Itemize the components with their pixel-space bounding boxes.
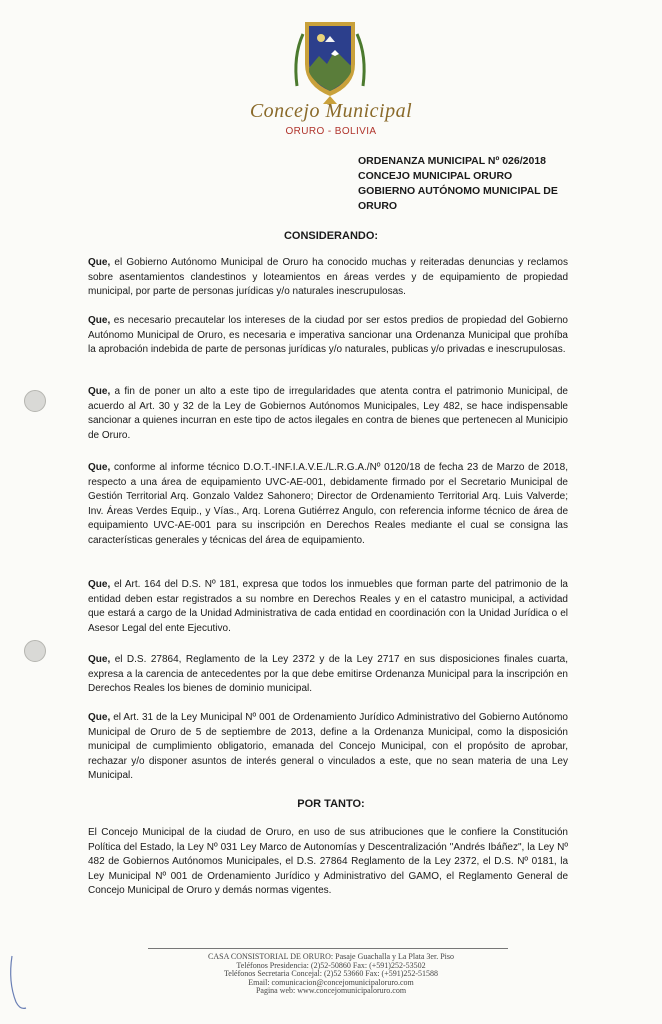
paragraph-text: conforme al informe técnico D.O.T.-INF.I.A.V.E./L.R.G.A./Nº 0120/18 de fecha 23 de Marzo de 2018, respecto a una área de equipamiento UVC-AE-001, debidamente firmado por el Secretario Municipal de Gestión Territorial Arq. Gonzalo Valdez Sahonero; Director de Ordenamiento Territorial Arq. Luis Valverde; Inv. Áreas Verdes Equip., y Vías., Arq. Lorena Gutiérrez Angulo, con referencia informe técnico de área de equipamiento UVC-AE-001 para su inscripción en Derechos Reales mediante el cual se consigna las características generales y técnicas del área de equipamiento. [88, 462, 568, 546]
footer-line: Teléfonos Secretaria Concejal: (2)52 53660 Fax: (+591)252-51588 [223, 969, 439, 979]
por-tanto-heading: POR TANTO: [297, 798, 365, 810]
footer-line: Email: comunicacion@concejomunicipaloruro.com [248, 977, 414, 987]
considerando-paragraph [88, 461, 568, 549]
paragraph-text: el Gobierno Autónomo Municipal de Oruro ha conocido muchas y reiteradas denuncias y reclamos sobre asentamientos clandestinos y loteamientos en áreas verdes y de equipamiento de propiedad municipal, por parte de personas jurídicas y/o naturales inescrupulosas. [88, 257, 568, 298]
reference-line: ORDENANZA MUNICIPAL Nº 026/2018 [358, 155, 547, 167]
reference-line: GOBIERNO AUTÓNOMO MUNICIPAL DE [358, 185, 558, 197]
paragraph-text: el D.S. 27864, Reglamento de la Ley 2372 y de la Ley 2717 en sus disposiciones finales cuarta, expresa a la carencia de antecedentes por la que debe emitirse Ordenanza Municipal para la inscripción en Derechos Reales los bienes de dominio municipal. [88, 654, 568, 695]
considerando-paragraph [88, 653, 568, 697]
reference-line: ORURO [358, 200, 398, 212]
reference-line: CONCEJO MUNICIPAL ORURO [358, 170, 513, 182]
paragraph-lead: Que, [88, 712, 111, 723]
paragraph-lead: Que, [88, 462, 111, 473]
footer-line: Teléfonos Presidencia: (2)52-50860 Fax: (+591)252-53502 [236, 960, 426, 970]
institution-location: ORURO - BOLIVIA [285, 126, 377, 137]
paragraph-lead: Que, [88, 315, 111, 326]
considerando-paragraph [88, 314, 568, 358]
footer-divider [148, 948, 508, 949]
paragraph-lead: Que, [88, 579, 111, 590]
paragraph-lead: Que, [88, 257, 111, 268]
punch-hole [24, 390, 46, 412]
paragraph-lead: Que, [88, 386, 111, 397]
footer-contact [0, 953, 662, 996]
considerando-paragraph [88, 385, 568, 443]
considerando-paragraph [88, 578, 568, 636]
considerando-paragraph [88, 256, 568, 300]
coat-of-arms-seal [291, 16, 369, 106]
ordinance-reference [358, 154, 588, 214]
considerando-heading: CONSIDERANDO: [283, 230, 379, 242]
considerando-paragraph [88, 711, 568, 784]
paragraph-lead: Que, [88, 654, 111, 665]
pen-margin-mark [6, 952, 46, 1012]
paragraph-text: a fin de poner un alto a este tipo de irregularidades que atenta contra el patrimonio Municipal, de acuerdo al Art. 30 y 32 de la Ley de Gobiernos Autónomos Municipales, Ley 482, se hace indispensable sancionar a quienes incurran en este tipo de actos ilegales en contra de bienes que pertenecen al Municipio de Oruro. [88, 386, 568, 441]
por-tanto-paragraph: El Concejo Municipal de la ciudad de Oruro, en uso de sus atribuciones que le confiere la Constitución Política del Estado, la Ley Nº 031 Ley Marco de Autonomías y Descentralización "Andrés Ibáñez", la Ley Nº 482 de Gobiernos Autónomos Municipales, el D.S. 27864 Reglamento de la Ley 2372, el D.S. Nº 0181, la Ley Municipal Nº 001 de Ordenamiento Jurídico y Administrativo del GAMO, el Reglamento General de Concejo Municipal de Oruro y demás normas vigentes. [88, 827, 568, 897]
paragraph-text: es necesario precautelar los intereses de la ciudad por ser estos predios de propiedad del Gobierno Autónomo Municipal de Oruro, es necesaria e imperativa sancionar una Ordenanza Municipal que prohíba la aprobación indebida de parte de personas jurídicas y/o naturales, publicas y/o privadas e inescrupulosas. [88, 315, 568, 356]
institution-name: Concejo Municipal [249, 100, 413, 122]
punch-hole [24, 640, 46, 662]
footer-line: Pagina web: www.concejomunicipaloruro.com [255, 986, 407, 996]
footer-line: CASA CONSISTORIAL DE ORURO: Pasaje Guachalla y La Plata 3er. Piso [208, 952, 454, 961]
paragraph-text: el Art. 164 del D.S. Nº 181, expresa que todos los inmuebles que forman parte del patrimonio de la entidad deben estar registrados a su nombre en Derechos Reales y en el catastro municipal, a actividad que estará a cargo de la Unidad Administrativa de cada entidad en coordinación con la Unidad Jurídica o el Asesor Legal del ente Ejecutivo. [88, 579, 568, 634]
paragraph-text: el Art. 31 de la Ley Municipal Nº 001 de Ordenamiento Jurídico Administrativo del Gobierno Autónomo Municipal de Oruro de 5 de septiembre de 2013, define a la Ordenanza Municipal, como la disposición municipal de cumplimiento obligatorio, emanada del Concejo Municipal, con el propósito de aprobar, rechazar y/o disponer asuntos de interés general o vinculados a este, que no sean materia de una Ley Municipal. [88, 712, 568, 782]
